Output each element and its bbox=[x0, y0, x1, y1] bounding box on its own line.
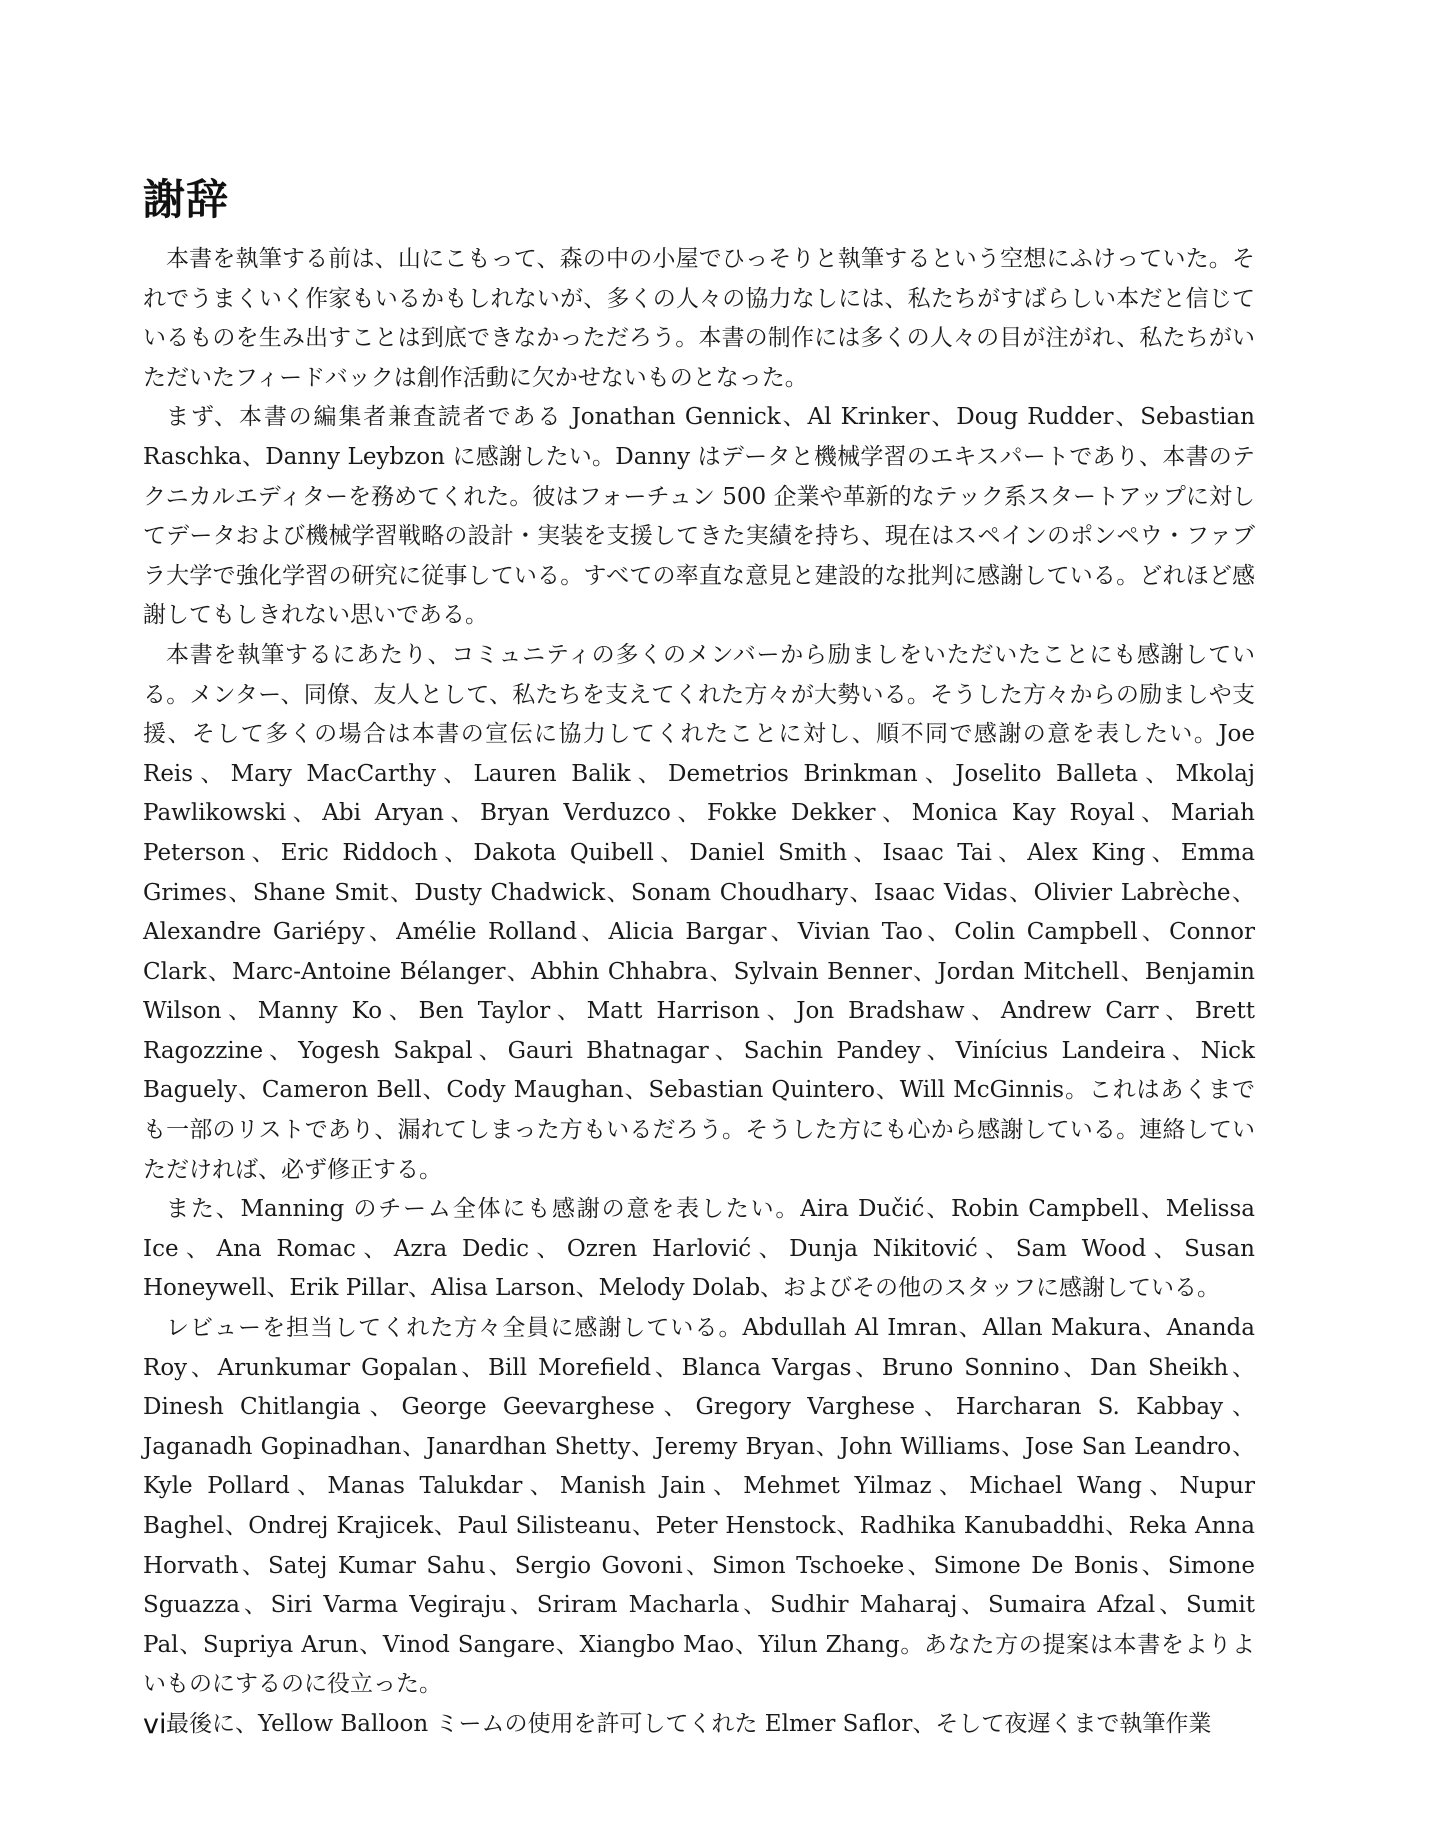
paragraph-intro: 本書を執筆する前は、山にこもって、森の中の小屋でひっそりと執筆するという空想にふけっていた。それでうまくいく作家もいるかもしれないが、多くの人々の協力なしには、私たちがすばらしい本だと信じているものを生み出すことは到底できなかっただろう。本書の制作には多くの人々の目が注がれ、私たちがいただいたフィードバックは創作活動に欠かせないものとなった。 bbox=[143, 246, 1256, 391]
paragraph-community: 本書を執筆するにあたり、コミュニティの多くのメンバーから励ましをいただいたことにも感謝している。メンター、同僚、友人として、私たちを支えてくれた方々が大勢いる。そうした方々からの励ましや支援、そして多くの場合は本書の宣伝に協力してくれたことに対し、順不同で感謝の意を表したい。Joe Reis、Mary MacCarthy、Lauren Balik、Demetrios Brinkman、Joselito Balleta、Mkolaj Pawlikowski、Abi Aryan、Bryan Verduzco、Fokke Dekker、Monica Kay Royal、Mariah Peterson、Eric Riddoch、Dakota Quibell、Daniel Smith、Isaac Tai、Alex King、Emma Grimes、Shane Smit、Dusty Chadwick、Sonam Choudhary、Isaac Vidas、Olivier Labrèche、Alexandre Gariépy、Amélie Rolland、Alicia Bargar、Vivian Tao、Colin Campbell、Connor Clark、Marc-Antoine Bélanger、Abhin Chhabra、Sylvain Benner、Jordan Mitchell、Benjamin Wilson、Manny Ko、Ben Taylor、Matt Harrison、Jon Bradshaw、Andrew Carr、Brett Ragozzine、Yogesh Sakpal、Gauri Bhatnagar、Sachin Pandey、Vinícius Landeira、Nick Baguely、Cameron Bell、Cody Maughan、Sebastian Quintero、Will McGinnis。これはあくまでも一部のリストであり、漏れてしまった方もいるだろう。そうした方にも心から感謝している。連絡していただければ、必ず修正する。 bbox=[143, 641, 1255, 1183]
paragraph-manning-team: また、Manning のチーム全体にも感謝の意を表したい。Aira Dučić、Robin Campbell、Melissa Ice、Ana Romac、Azra Dedic、Ozren Harlović、Dunja Nikitović、Sam Wood、Susan Honeywell、Erik Pillar、Alisa Larson、Melody Dolab、およびその他のスタッフに感謝している。 bbox=[143, 1196, 1255, 1302]
acknowledgments-body bbox=[143, 240, 1255, 1745]
chapter-heading: 謝辞 bbox=[143, 175, 230, 224]
page-number: vi bbox=[143, 1709, 167, 1740]
paragraph-final: 最後に、Yellow Balloon ミームの使用を許可してくれた Elmer Saflor、そして夜遅くまで執筆作業 bbox=[166, 1710, 1212, 1737]
paragraph-editors: まず、本書の編集者兼査読者である Jonathan Gennick、Al Krinker、Doug Rudder、Sebastian Raschka、Danny Leybzon に感謝したい。Danny はデータと機械学習のエキスパートであり、本書のテクニカルエディターを務めてくれた。彼はフォーチュン 500 企業や革新的なテック系スタートアップに対してデータおよび機械学習戦略の設計・実装を支援してきた実績を持ち、現在はスペインのポンペウ・ファブラ大学で強化学習の研究に従事している。すべての率直な意見と建設的な批判に感謝している。どれほど感謝してもしきれない思いである。 bbox=[143, 404, 1255, 629]
paragraph-reviewers: レビューを担当してくれた方々全員に感謝している。Abdullah Al Imran、Allan Makura、Ananda Roy、Arunkumar Gopalan、Bill Morefield、Blanca Vargas、Bruno Sonnino、Dan Sheikh、Dinesh Chitlangia、George Geevarghese、Gregory Varghese、Harcharan S. Kabbay、Jaganadh Gopinadhan、Janardhan Shetty、Jeremy Bryan、John Williams、Jose San Leandro、Kyle Pollard、Manas Talukdar、Manish Jain、Mehmet Yilmaz、Michael Wang、Nupur Baghel、Ondrej Krajicek、Paul Silisteanu、Peter Henstock、Radhika Kanubaddhi、Reka Anna Horvath、Satej Kumar Sahu、Sergio Govoni、Simon Tschoeke、Simone De Bonis、Simone Sguazza、Siri Varma Vegiraju、Sriram Macharla、Sudhir Maharaj、Sumaira Afzal、Sumit Pal、Supriya Arun、Vinod Sangare、Xiangbo Mao、Yilun Zhang。あなた方の提案は本書をよりよいものにするのに役立った。 bbox=[143, 1315, 1255, 1698]
